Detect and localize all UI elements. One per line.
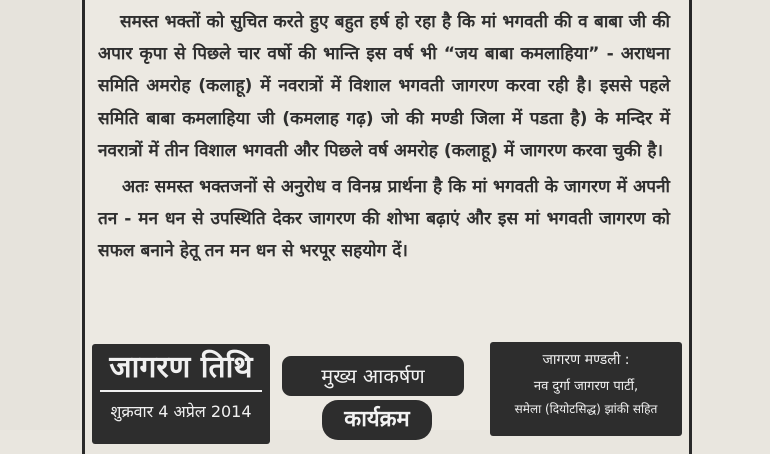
jagran-mandali-box <box>490 342 682 436</box>
article-body <box>98 6 670 268</box>
jagran-date-box <box>92 344 270 444</box>
left-page-margin <box>0 0 80 430</box>
jagran-date-title: जागरण तिथि <box>100 346 262 392</box>
right-page-margin <box>700 0 770 430</box>
mandali-line-1: नव दुर्गा जागरण पार्टी, <box>533 379 639 394</box>
mandali-label: जागरण मण्डली : <box>542 352 630 368</box>
program-label: कार्यक्रम <box>322 400 432 440</box>
article-paragraph-1: समस्त भक्तों को सुचित करते हुए बहुत हर्ष हो रहा है कि मां भगवती की व बाबा जी की अपार कृपा से पिछले चार वर्षो की भान्ति इस वर्ष भी “जय बाबा कमलाहिया” - अराधना समिति अमरोह (कलाहू) में नवरात्रों में विशाल भगवती जागरण करवा रही है। इससे पहले समिति बाबा कमलाहिया जी (कमलाह गढ़) जो की मण्डी जिला में पडता है) के मन्दिर में नवरात्रों में तीन विशाल भगवती और पिछले वर्ष अमरोह (कलाहू) में जागरण करवा चुकी है। <box>98 12 670 161</box>
mandali-line-2: समेला (दियोटसिद्ध) झांकी सहित <box>514 402 658 416</box>
article-paragraph-2: अतः समस्त भक्तजनों से अनुरोध व विनम्र प्रार्थना है कि मां भगवती के जागरण में अपनी तन - मन धन से उपस्थिति देकर जागरण की शोभा बढ़ाएं और इस मां भगवती जागरण को सफल बनाने हेतू तन मन धन से भरपूर सहयोग दें। <box>98 177 670 262</box>
main-attraction-label: मुख्य आकर्षण <box>282 356 464 396</box>
jagran-date-value: शुक्रवार 4 अप्रेल 2014 <box>110 402 252 421</box>
